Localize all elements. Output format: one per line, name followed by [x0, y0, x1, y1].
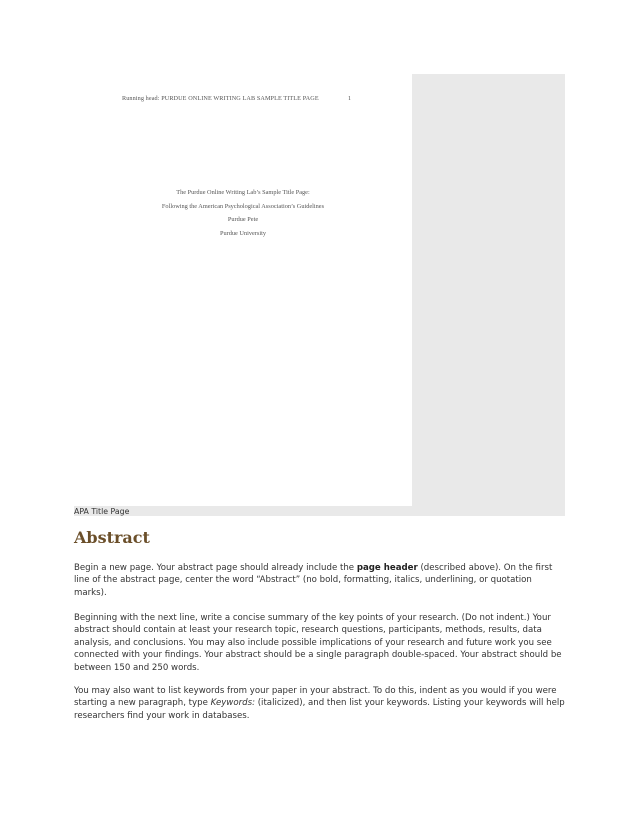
- paragraph-2: Beginning with the next line, write a concise summary of the key points of your research. (Do not indent.) Your abstract should contain at least your research topic, research questions, participants, methods, results, data analysis, and conclusions. You may also include possible implications of your research and future work you see connected with your findings. Your abstract should be a single paragraph double-spaced. Your abstract should be between 150 and 250 words.: [74, 613, 562, 673]
- paragraph-1-text-a: Begin a new page. Your abstract page should already include the: [74, 563, 357, 573]
- keywords-term: Keywords:: [210, 698, 255, 709]
- paragraph-3-text-a: You may also want to list keywords from your paper in your abstract. To do this, indent as you would if you were starting a new paragraph, type: [74, 686, 557, 709]
- paper-title-line-1: The Purdue Online Writing Lab’s Sample Title Page:: [176, 189, 310, 196]
- page-header-term: page header: [356, 563, 418, 573]
- title-block: [74, 186, 412, 240]
- page-number: 1: [348, 95, 352, 102]
- institution-name: Purdue University: [220, 229, 266, 237]
- figure-caption: APA Title Page: [74, 507, 130, 516]
- apa-title-page-figure: [74, 74, 565, 516]
- paper-title-line-2: Following the American Psychological Association’s Guidelines: [161, 202, 325, 210]
- paragraph-3: [74, 685, 565, 722]
- paragraph-3-text-b: (italicized), and then list your keywords. Listing your keywords will help researchers find your work in databases.: [74, 698, 565, 721]
- section-heading: Abstract: [74, 528, 150, 547]
- sample-title-page-image: [74, 74, 412, 506]
- paragraph-1: [74, 562, 565, 599]
- paragraph-1-text-b: (described above). On the first line of the abstract page, center the word “Abstract” (no bold, formatting, italics, underlining, or quotation marks).: [74, 563, 553, 598]
- author-name: Purdue Pete: [227, 216, 259, 223]
- running-head: Running head: PURDUE ONLINE WRITING LAB SAMPLE TITLE PAGE: [122, 95, 319, 102]
